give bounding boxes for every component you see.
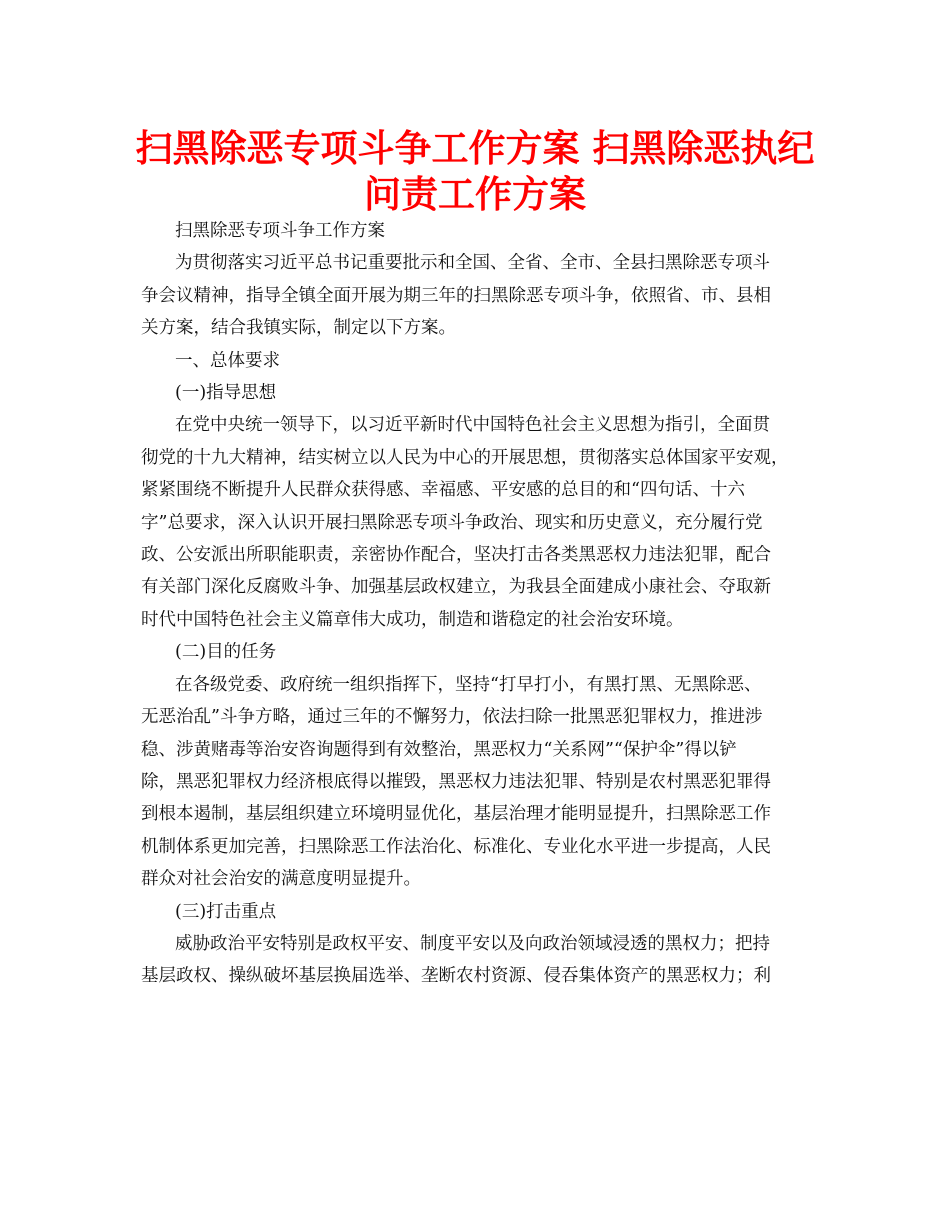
subsection-1-heading [141, 377, 811, 409]
paragraph-line: 字”总要求，深入认识开展扫黑除恶专项斗争政治、现实和历史意义，充分履行党 [141, 512, 763, 533]
subtitle-text: 扫黑除恶专项斗争工作方案 [175, 221, 385, 241]
goals-tasks-paragraph [141, 669, 811, 896]
intro-line: 关方案，结合我镇实际，制定以下方案。 [141, 318, 456, 339]
paragraph-line: 稳、涉黄赌毒等治安咨询题得到有效整治，黑恶权力“关系网”“保护伞”得以铲 [141, 739, 737, 760]
paragraph-line: 机制体系更加完善，扫黑除恶工作法治化、标准化、专业化水平进一步提高，人民 [141, 836, 771, 857]
paragraph-line: 政、公安派出所职能职责，亲密协作配合，坚决打击各类黑恶权力违法犯罪，配合 [141, 545, 771, 566]
subsection-2-heading [141, 636, 811, 668]
paragraph-line: 时代中国特色社会主义篇章伟大成功，制造和谐稳定的社会治安环境。 [141, 609, 684, 630]
paragraph-line: 彻党的十九大精神，结实树立以人民为中心的开展思想，贯彻落实总体国家平安观， [141, 447, 789, 468]
section-heading-text: 一、总体要求 [175, 350, 280, 371]
paragraph-line: 基层政权、操纵破坏基层换届选举、垄断农村资源、侵吞集体资产的黑恶权力；利 [141, 966, 771, 987]
intro-line: 争会议精神，指导全镇全面开展为期三年的扫黑除恶专项斗争，依照省、市、县相 [141, 285, 771, 306]
subsection-heading-text: (一)指导思想 [175, 383, 277, 404]
crackdown-focus-paragraph [141, 928, 811, 993]
subsection-heading-text: (二)目的任务 [175, 642, 277, 663]
subsection-3-heading [141, 896, 811, 928]
paragraph-line: 威胁政治平安特别是政权平安、制度平安以及向政治领域浸透的黑权力；把持 [175, 933, 770, 954]
title-line-2: 问责工作方案 [364, 173, 586, 216]
paragraph-line: 在各级党委、政府统一组织指挥下，坚持“打早打小，有黑打黑、无黑除恶、 [175, 674, 762, 695]
section-one-heading [141, 345, 811, 377]
document-subtitle [141, 215, 811, 247]
intro-line: 为贯彻落实习近平总书记重要批示和全国、全省、全市、全县扫黑除恶专项斗 [175, 253, 770, 274]
paragraph-line: 有关部门深化反腐败斗争、加强基层政权建立，为我县全面建成小康社会、夺取新 [141, 577, 771, 598]
intro-paragraph [141, 247, 811, 344]
paragraph-line: 到根本遏制，基层组织建立环境明显优化，基层治理才能明显提升，扫黑除恶工作 [141, 804, 771, 825]
paragraph-line: 在党中央统一领导下，以习近平新时代中国特色社会主义思想为指引，全面贯 [175, 415, 770, 436]
document-body [141, 215, 811, 993]
subsection-heading-text: (三)打击重点 [175, 901, 277, 922]
title-line-1: 扫黑除恶专项斗争工作方案 扫黑除恶执纪 [135, 127, 815, 170]
paragraph-line: 无恶治乱”斗争方略，通过三年的不懈努力，依法扫除一批黑恶犯罪权力，推进涉 [141, 707, 763, 728]
paragraph-line: 紧紧围绕不断提升人民群众获得感、幸福感、平安感的总目的和“四句话、十六 [141, 480, 745, 501]
document-title [120, 126, 830, 218]
paragraph-line: 群众对社会治安的满意度明显提升。 [141, 869, 421, 890]
paragraph-line: 除，黑恶犯罪权力经济根底得以摧毁，黑恶权力违法犯罪、特别是农村黑恶犯罪得 [141, 771, 771, 792]
guiding-ideology-paragraph [141, 409, 811, 636]
